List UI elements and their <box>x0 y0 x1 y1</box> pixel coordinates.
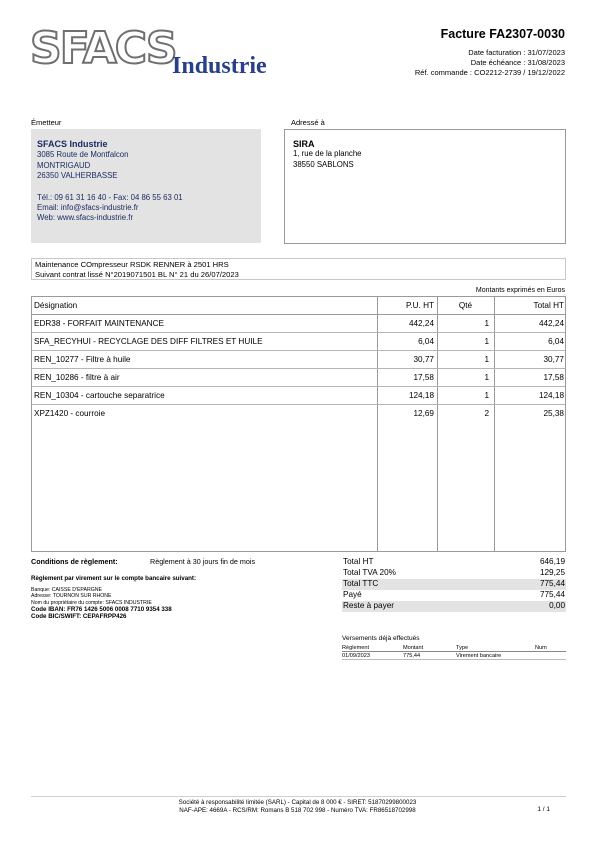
items-table <box>31 296 566 552</box>
remaining-row <box>342 601 566 612</box>
total-ttc-value: 775,44 <box>539 579 565 588</box>
row-divider <box>32 386 565 387</box>
row-divider <box>32 404 565 405</box>
total-ttc-row <box>342 579 566 590</box>
row-unit-price: 17,58 <box>413 373 434 382</box>
currency-note: Montants exprimés en Euros <box>475 287 565 294</box>
row-total: 25,38 <box>543 409 564 418</box>
bank-name: Banque: CAISSE D'EPARGNE <box>31 587 102 593</box>
payment-date: 01/09/2023 <box>342 653 370 659</box>
conditions-value: Règlement à 30 jours fin de mois <box>150 557 256 566</box>
row-designation: SFA_RECYHUI - RECYCLAGE DES DIFF FILTRES ET HUILE <box>34 337 263 346</box>
payments-title: Versements déjà effectués <box>342 635 420 642</box>
payments-header-num: Num <box>535 645 547 651</box>
row-designation: REN_10277 - Filtre à huile <box>34 355 131 364</box>
logo-sfacs: SFACS <box>30 23 176 74</box>
footer-line-1: Société à responsabilité limitée (SARL) - Capital de 8 000 € - SIRET: 51870299800023 <box>178 799 417 806</box>
table-divider <box>437 297 438 551</box>
emitter-email: Email: info@sfacs-industrie.fr <box>37 203 139 213</box>
total-tva-row <box>342 568 566 579</box>
remaining-label: Reste à payer <box>343 601 394 610</box>
payments-table <box>342 635 566 660</box>
payments-header-reglement: Règlement <box>342 645 370 651</box>
row-designation: EDR38 - FORFAIT MAINTENANCE <box>34 319 164 328</box>
row-designation: REN_10304 - cartouche separatrice <box>34 391 165 400</box>
bank-address: Adresse: TOURNON SUR RHONE <box>31 593 112 600</box>
row-divider <box>32 332 565 333</box>
total-ht-label: Total HT <box>343 557 374 566</box>
header-unit-price: P.U. HT <box>405 301 434 310</box>
notes-line-1: Maintenance COmpresseur RSDK RENNER à 2501 HRS <box>35 260 229 269</box>
row-unit-price: 30,77 <box>413 355 434 364</box>
row-designation: REN_10286 - filtre à air <box>34 373 120 382</box>
emitter-heading: Émetteur <box>31 118 62 127</box>
total-tva-label: Total TVA 20% <box>343 568 396 577</box>
paid-value: 775,44 <box>539 590 565 599</box>
row-quantity: 1 <box>484 373 489 382</box>
row-total: 124,18 <box>538 391 564 400</box>
total-ht-row <box>342 557 566 568</box>
row-total: 17,58 <box>543 373 564 382</box>
account-owner: Nom du propriétaire du compte: SFACS INDUSTRIE <box>31 599 152 606</box>
emitter-web: Web: www.sfacs-industrie.fr <box>37 213 134 223</box>
row-unit-price: 442,24 <box>408 319 434 328</box>
page-number: 1 / 1 <box>537 806 550 813</box>
recipient-name: SIRA <box>293 139 315 149</box>
recipient-address-2: 38550 SABLONS <box>293 159 354 169</box>
row-total: 30,77 <box>543 355 564 364</box>
table-divider <box>494 297 495 551</box>
row-quantity: 1 <box>484 319 489 328</box>
date-echeance: Date échéance : 31/08/2023 <box>470 58 565 67</box>
payment-type: Virement bancaire <box>456 653 502 659</box>
payments-header <box>342 645 566 652</box>
row-total: 6,04 <box>548 337 564 346</box>
recipient-heading: Adressé à <box>291 118 325 127</box>
footer-line-2: NAF-APE: 4669A - RCS/RM: Romans B 518 702 998 - Numéro TVA: FR86518702998 <box>179 807 416 814</box>
header-designation: Désignation <box>34 301 78 310</box>
row-quantity: 2 <box>484 409 489 418</box>
date-facturation: Date facturation : 31/07/2023 <box>468 48 565 57</box>
conditions-label: Conditions de règlement: <box>31 557 118 566</box>
iban: Code IBAN: FR76 1426 5006 0008 7710 9354 338 <box>31 605 172 613</box>
total-ht-value: 646,19 <box>539 557 565 566</box>
emitter-block <box>31 129 261 243</box>
row-divider <box>32 368 565 369</box>
emitter-address-1: 3085 Route de Montfalcon <box>37 150 129 160</box>
paid-row <box>342 590 566 601</box>
row-unit-price: 124,18 <box>408 391 434 400</box>
paid-label: Payé <box>343 590 362 599</box>
notes-box <box>31 258 566 280</box>
table-header-divider <box>32 314 565 315</box>
header-quantity: Qté <box>458 301 473 310</box>
total-ttc-label: Total TTC <box>343 579 379 588</box>
ref-commande: Réf. commande : CO2212-2739 / 19/12/2022 <box>414 68 565 77</box>
table-divider <box>377 297 378 551</box>
footer-divider <box>31 796 566 797</box>
payments-header-montant: Montant <box>403 645 424 651</box>
payments-row <box>342 652 566 660</box>
recipient-block <box>284 129 566 244</box>
transfer-title: Règlement par virement sur le compte bancaire suivant: <box>31 575 197 582</box>
payment-conditions <box>31 557 256 621</box>
row-designation: XPZ1420 - courroie <box>34 409 105 418</box>
row-quantity: 1 <box>484 337 489 346</box>
row-total: 442,24 <box>538 319 564 328</box>
bic-swift: Code BIC/SWIFT: CEPAFRPP426 <box>31 613 127 621</box>
logo-industrie: Industrie <box>172 53 267 79</box>
row-quantity: 1 <box>484 355 489 364</box>
row-quantity: 1 <box>484 391 489 400</box>
total-tva-value: 129,25 <box>539 568 565 577</box>
emitter-address-2: MONTRIGAUD <box>37 160 91 170</box>
invoice-title: Facture FA2307-0030 <box>440 27 565 41</box>
payment-amount: 775,44 <box>403 653 421 659</box>
row-unit-price: 6,04 <box>418 337 434 346</box>
row-unit-price: 12,69 <box>413 409 434 418</box>
payments-header-type: Type <box>456 645 469 651</box>
emitter-phone: Tél.: 09 61 31 16 40 - Fax: 04 86 55 63 01 <box>37 192 183 202</box>
row-divider <box>32 350 565 351</box>
notes-line-2: Suivant contrat lissé N°2019071501 BL N° 21 du 26/07/2023 <box>35 270 239 279</box>
header-total: Total HT <box>533 301 564 310</box>
remaining-value: 0,00 <box>549 601 565 610</box>
recipient-address-1: 1, rue de la planche <box>293 149 362 159</box>
emitter-address-3: 26350 VALHERBASSE <box>37 171 118 181</box>
emitter-name: SFACS Industrie <box>37 139 108 149</box>
